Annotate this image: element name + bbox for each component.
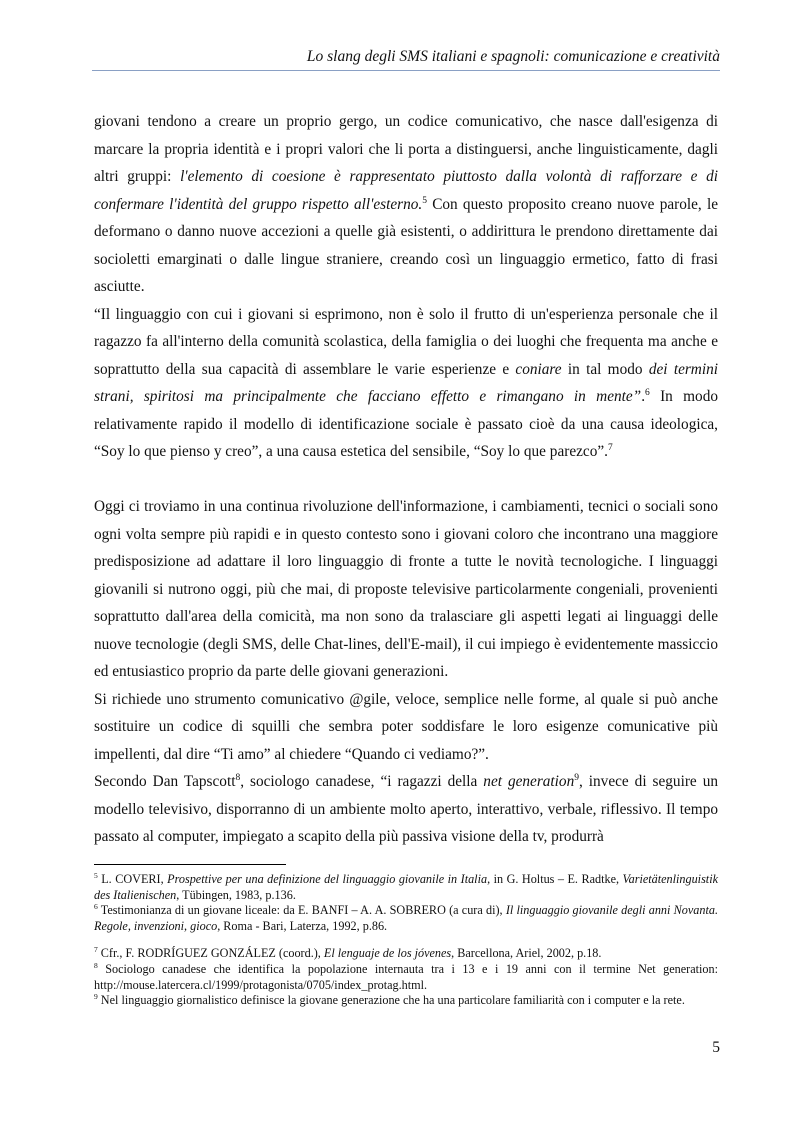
- footnote-ref[interactable]: 7: [607, 442, 613, 453]
- paragraph: “Il linguaggio con cui i giovani si esprimono, non è solo il frutto di un'esperienza personale che il ragazzo fa all'interno della comunità scolastica, della famiglia o dei luoghi che frequenta ma anche e soprattutto della sua capacità di assemblare le varie esperienze e coniare in tal modo dei termini strani, spiritosi ma principalmente che facciano effetto e rimangano in mente”.$^6$ In modo relativamente rapido il modello di identificazione sociale è passato cioè da una causa ideologica, “Soy lo que pienso y creo”, a una causa estetica del sensibile, “Soy lo que parezco”.$^7$: [94, 305, 719, 460]
- footnote-ref[interactable]: 8: [235, 772, 241, 783]
- footnote-6: $^6$ Testimonianza di un giovane liceale: da E. BANFI – A. A. SOBRERO (a cura di), Il linguaggio giovanile degli anni Novanta. Regole, invenzioni, gioco, Roma - Bari, Laterza, 1992, p.86.: [94, 902, 718, 933]
- footnote-ref[interactable]: 5: [422, 195, 427, 206]
- paragraph: Si richiede uno strumento comunicativo @gile, veloce, semplice nelle forme, al quale si può anche sostituire un codice di squilli che sembra poter soddisfare le loro esigenze comunicative più impellenti, dal dire “Ti amo” al chiedere “Quando ci vediamo?”.: [94, 690, 718, 763]
- page-number: 5: [712, 1039, 720, 1056]
- footnote-9: $^9$ Nel linguaggio giornalistico definisce la giovane generazione che ha una particolare familiarità con i computer e la rete.: [94, 992, 685, 1008]
- footnote-5: $^5$ L. COVERI, Prospettive per una definizione del linguaggio giovanile in Italia, in G. Holtus – E. Radtke, Varietätenlinguistik des Italienischen, Tübingen, 1983, p.136.: [94, 870, 718, 902]
- paragraph: giovani tendono a creare un proprio gergo, un codice comunicativo, che nasce dall'esigenza di marcare la propria identità e i propri valori che li porta a distinguersi, anche linguisticamente, dagli altri gruppi: l'elemento di coesione è rappresentato piuttosto dalla volontà di rafforzare e di confermare l'identità del gruppo rispetto all'esterno.$^5$ Con questo proposito creano nuove parole, le deformano o danno nuove accezioni a quelle già esistenti, o addirittura le prendono direttamente dai socioletti emarginati o dalle lingue straniere, creando così un linguaggio ermetico, fatto di frasi asciutte.: [94, 113, 718, 295]
- footnotes: [94, 872, 718, 1009]
- header-rule: [92, 70, 720, 71]
- running-header: Lo slang degli SMS italiani e spagnoli: comunicazione e creatività: [306, 48, 720, 65]
- footnote-separator: [94, 864, 286, 865]
- footnote-7: $^7$ Cfr., F. RODRÍGUEZ GONZÁLEZ (coord.), El lenguaje de los jóvenes, Barcellona, Ariel, 2002, p.18.: [94, 945, 602, 961]
- footnote-8: $^8$ Sociologo canadese che identifica la popolazione internauta tra i 13 e i 19 anni con il termine Net generation: http://mouse.latercera.cl/1999/protagonista/0705/index_protag.html.: [94, 960, 718, 992]
- footnote-ref[interactable]: 6: [645, 387, 650, 398]
- italic-quote: l'elemento di coesione è rappresentato piuttosto dalla volontà di rafforzare e di confermare l'identità del gruppo rispetto all'esterno.: [94, 168, 718, 213]
- main-text: [94, 108, 718, 851]
- paragraph: Secondo Dan Tapscott$^8$, sociologo canadese, “i ragazzi della net generation$^9$, invece di seguire un modello televisivo, disporranno di un ambiente molto aperto, interattivo, verbale, riflessivo. Il tempo passato al computer, impiegato a scapito della più passiva visione della tv, produrrà: [94, 772, 718, 845]
- paragraph: Oggi ci troviamo in una continua rivoluzione dell'informazione, i cambiamenti, tecnici o sociali sono ogni volta sempre più rapidi e in questo contesto sono i giovani coloro che incontrano una maggiore predisposizione ad adattare il loro linguaggio di fronte a tutte le novità tecnologiche. I linguaggi giovanili si nutrono oggi, più che mai, di proposte televisive particolarmente congeniali, provenienti soprattutto dall'area della comicità, ma non sono da tralasciare gli aspetti legati ai linguaggi delle nuove tecnologie (degli SMS, delle Chat-lines, dell'E-mail), il cui impiego è evidentemente massiccio ed entusiastico proprio da parte delle giovani generazioni.: [94, 498, 718, 680]
- footnote-ref[interactable]: 9: [574, 772, 579, 783]
